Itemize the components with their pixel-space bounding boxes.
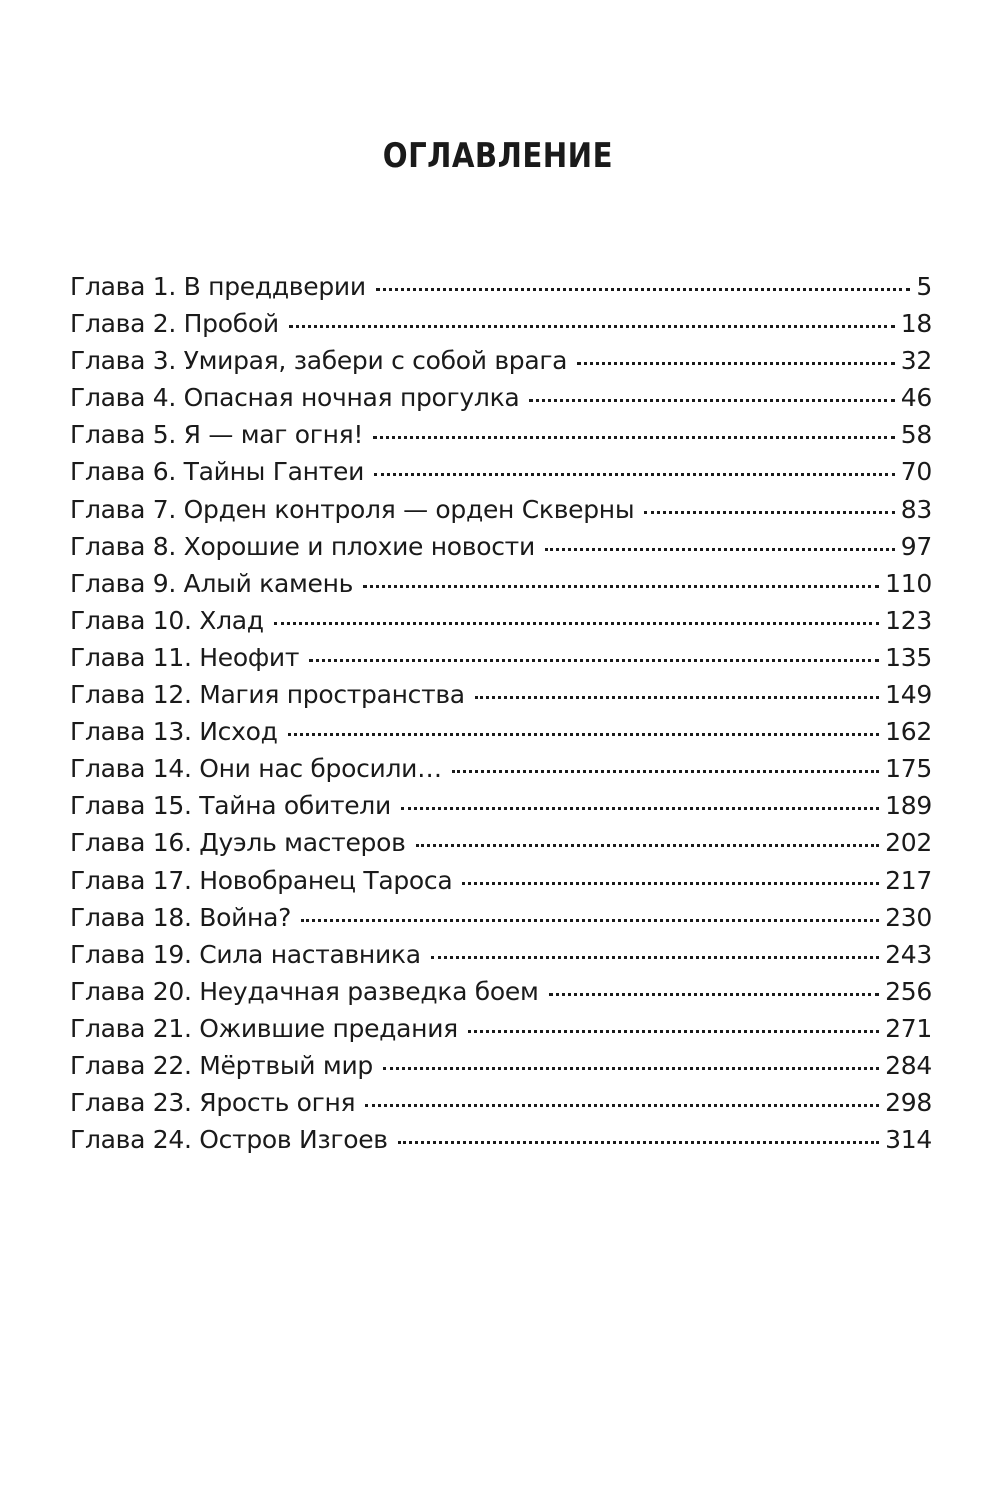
chapter-title: Глава 20. Неудачная разведка боем	[70, 976, 539, 1006]
page-number: 175	[885, 754, 932, 784]
dot-leader	[577, 362, 895, 365]
chapter-title: Глава 8. Хорошие и плохие новости	[70, 531, 535, 561]
toc-entry[interactable]	[70, 342, 932, 379]
chapter-title: Глава 13. Исход	[70, 717, 278, 747]
page-number: 243	[885, 939, 932, 969]
toc-entry[interactable]	[70, 1084, 932, 1121]
dot-leader	[309, 659, 879, 662]
toc-entry[interactable]	[70, 1121, 932, 1158]
dot-leader	[289, 325, 895, 328]
toc-entry[interactable]	[70, 936, 932, 973]
page-number: 230	[885, 902, 932, 932]
dot-leader	[416, 844, 880, 847]
chapter-title: Глава 22. Мёртвый мир	[70, 1050, 373, 1080]
chapter-title: Глава 14. Они нас бросили…	[70, 754, 442, 784]
chapter-title: Глава 4. Опасная ночная прогулка	[70, 383, 520, 413]
page-number: 5	[916, 272, 932, 301]
chapter-title: Глава 5. Я — маг огня!	[70, 420, 364, 450]
dot-leader	[288, 733, 880, 736]
chapter-title: Глава 3. Умирая, забери с собой врага	[70, 346, 568, 376]
dot-leader	[529, 399, 894, 402]
page-number: 284	[885, 1050, 932, 1080]
dot-leader	[363, 585, 879, 588]
dot-leader	[376, 288, 911, 291]
dot-leader	[431, 956, 879, 959]
dot-leader	[545, 548, 895, 551]
toc-entry[interactable]	[70, 973, 932, 1010]
toc-entry[interactable]	[70, 1047, 932, 1084]
dot-leader	[644, 511, 895, 514]
page-number: 162	[885, 717, 932, 747]
toc-entry[interactable]	[70, 750, 932, 787]
toc-entry[interactable]	[70, 676, 932, 713]
toc-entry[interactable]	[70, 453, 932, 490]
page-number: 149	[885, 680, 932, 710]
chapter-title: Глава 11. Неофит	[70, 642, 300, 672]
page-number: 298	[885, 1088, 932, 1118]
toc-entry[interactable]	[70, 713, 932, 750]
dot-leader	[462, 882, 879, 885]
page-number: 189	[885, 791, 932, 821]
chapter-title: Глава 15. Тайна обители	[70, 791, 391, 821]
dot-leader	[301, 919, 879, 922]
page-number: 271	[885, 1013, 932, 1043]
dot-leader	[549, 993, 880, 996]
toc-entry[interactable]	[70, 787, 932, 824]
chapter-title: Глава 23. Ярость огня	[70, 1088, 356, 1118]
page-number: 46	[900, 383, 932, 413]
page-number: 32	[900, 346, 932, 376]
chapter-title: Глава 19. Сила наставника	[70, 939, 421, 969]
chapter-title: Глава 24. Остров Изгоев	[70, 1125, 388, 1155]
toc-entry[interactable]	[70, 268, 932, 305]
chapter-title: Глава 12. Магия пространства	[70, 680, 465, 710]
page-number: 83	[900, 494, 932, 524]
toc-entry[interactable]	[70, 1010, 932, 1047]
toc-entry[interactable]	[70, 528, 932, 565]
toc-entry[interactable]	[70, 565, 932, 602]
dot-leader	[274, 622, 879, 625]
toc-entry[interactable]	[70, 899, 932, 936]
page-number: 70	[900, 457, 932, 487]
toc-entry[interactable]	[70, 416, 932, 453]
dot-leader	[374, 473, 895, 476]
page-number: 110	[885, 568, 932, 598]
dot-leader	[365, 1104, 879, 1107]
chapter-title: Глава 17. Новобранец Тароса	[70, 865, 453, 895]
toc-entry[interactable]	[70, 305, 932, 342]
dot-leader	[452, 770, 879, 773]
toc-entry[interactable]	[70, 639, 932, 676]
chapter-title: Глава 1. В преддверии	[70, 272, 366, 301]
toc-entry[interactable]	[70, 379, 932, 416]
dot-leader	[475, 696, 879, 699]
page-number: 202	[885, 828, 932, 858]
page-number: 135	[885, 642, 932, 672]
chapter-title: Глава 16. Дуэль мастеров	[70, 828, 406, 858]
dot-leader	[468, 1030, 879, 1033]
page-number: 18	[900, 309, 932, 339]
chapter-title: Глава 7. Орден контроля — орден Скверны	[70, 494, 635, 524]
page-number: 256	[885, 976, 932, 1006]
dot-leader	[401, 807, 879, 810]
toc-entry[interactable]	[70, 862, 932, 899]
table-of-contents	[70, 268, 932, 1158]
page-number: 217	[885, 865, 932, 895]
page-title: ОГЛАВЛЕНИЕ	[382, 136, 613, 176]
dot-leader	[398, 1141, 879, 1144]
page-number: 97	[900, 531, 932, 561]
dot-leader	[383, 1067, 879, 1070]
chapter-title: Глава 21. Ожившие предания	[70, 1013, 458, 1043]
toc-entry[interactable]	[70, 491, 932, 528]
page-number: 314	[885, 1125, 932, 1155]
toc-entry[interactable]	[70, 824, 932, 861]
dot-leader	[373, 436, 895, 439]
chapter-title: Глава 18. Война?	[70, 902, 292, 932]
chapter-title: Глава 6. Тайны Гантеи	[70, 457, 365, 487]
chapter-title: Глава 10. Хлад	[70, 605, 264, 635]
chapter-title: Глава 2. Пробой	[70, 309, 279, 339]
page-number: 123	[885, 605, 932, 635]
chapter-title: Глава 9. Алый камень	[70, 568, 354, 598]
toc-entry[interactable]	[70, 602, 932, 639]
page-number: 58	[900, 420, 932, 450]
